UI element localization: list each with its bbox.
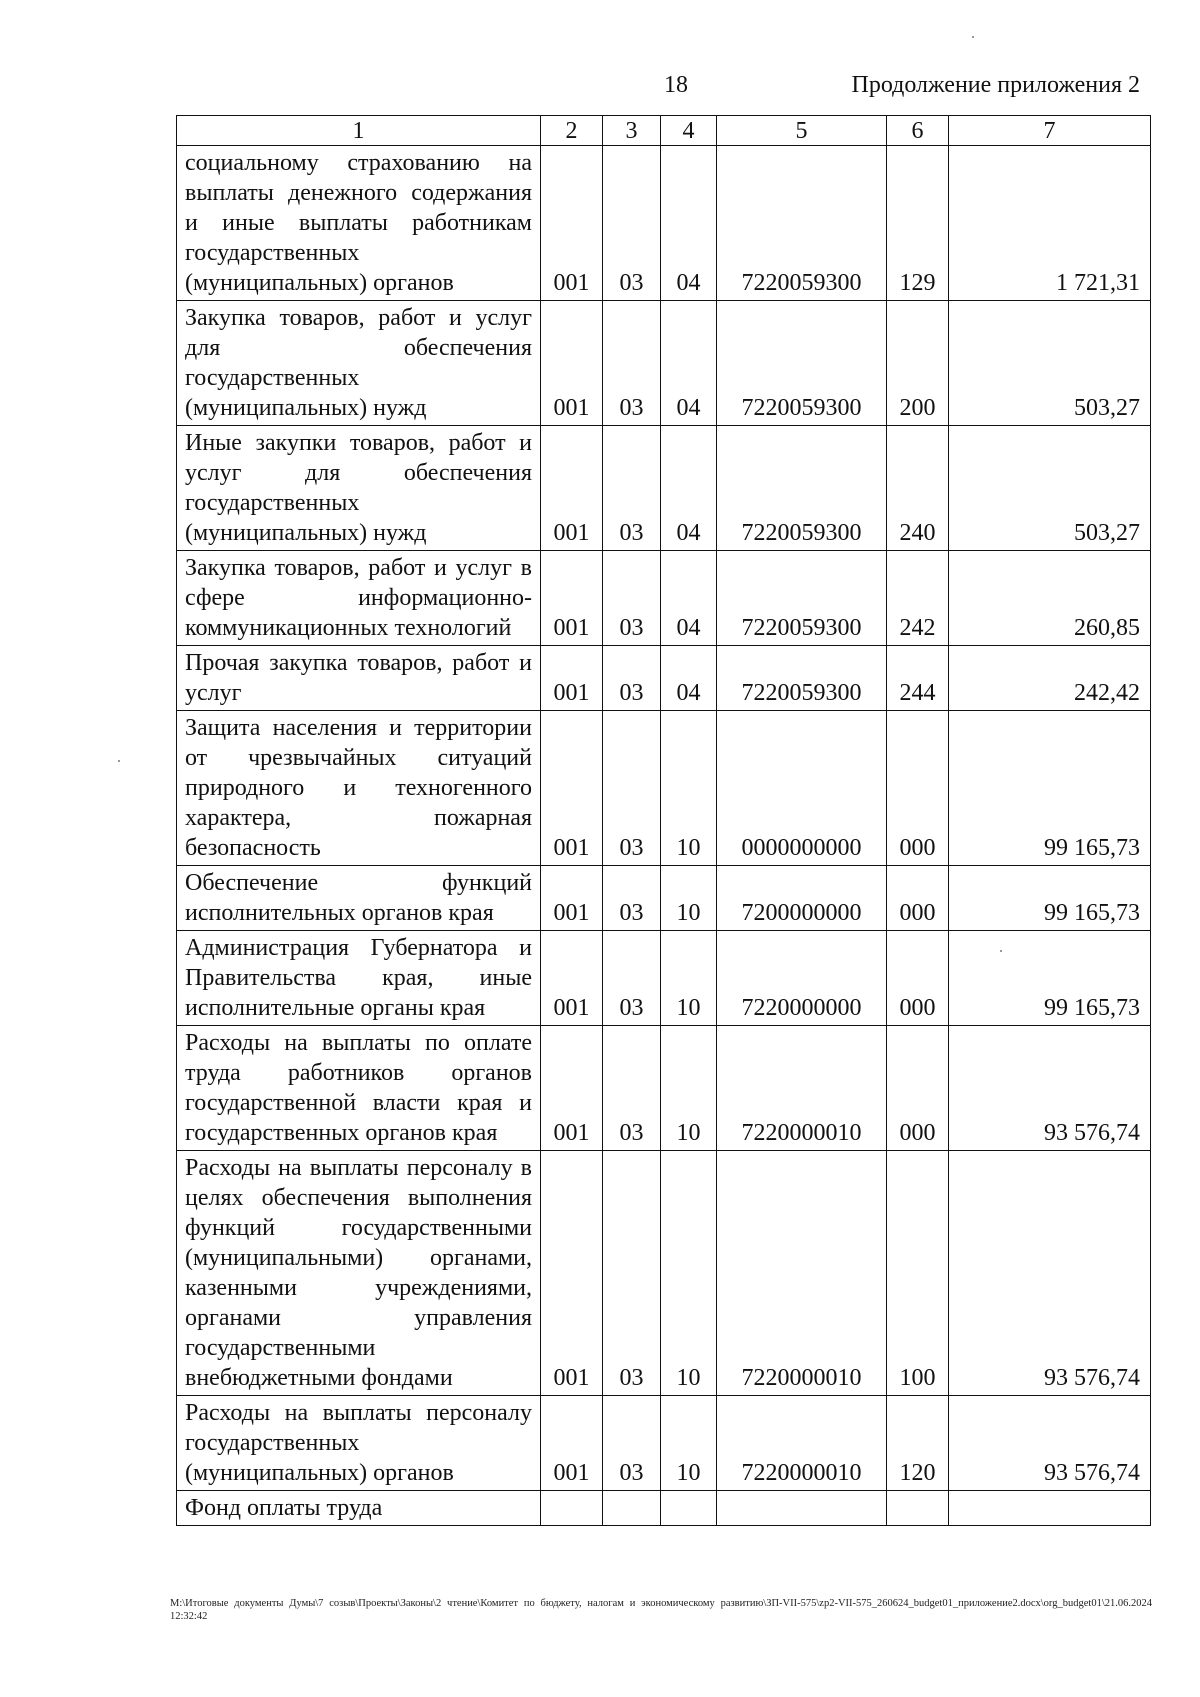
cell-amount: 503,27 xyxy=(949,426,1151,551)
row-name: Расходы на выплаты персоналу государственных (муниципальных) органов xyxy=(177,1396,541,1491)
cell-expense-type: 000 xyxy=(887,1026,949,1151)
table-row xyxy=(177,146,1151,301)
row-name: Закупка товаров, работ и услуг для обеспечения государственных (муниципальных) нужд xyxy=(177,301,541,426)
cell-subsection: 10 xyxy=(661,866,717,931)
cell-subsection: 10 xyxy=(661,1151,717,1396)
cell-target: 7200000000 xyxy=(717,866,887,931)
cell-amount: 1 721,31 xyxy=(949,146,1151,301)
cell-expense-type: 000 xyxy=(887,711,949,866)
table-row xyxy=(177,1151,1151,1396)
cell-amount: 99 165,73 xyxy=(949,866,1151,931)
cell-expense-type: 129 xyxy=(887,146,949,301)
cell-code: 001 xyxy=(541,1396,603,1491)
cell-section xyxy=(603,1491,661,1526)
cell-section: 03 xyxy=(603,301,661,426)
row-name: Администрация Губернатора и Правительства края, иные исполнительные органы края xyxy=(177,931,541,1026)
cell-amount xyxy=(949,1491,1151,1526)
page-number: 18 xyxy=(664,72,688,98)
cell-subsection: 04 xyxy=(661,146,717,301)
cell-target: 0000000000 xyxy=(717,711,887,866)
cell-target: 7220059300 xyxy=(717,301,887,426)
cell-code: 001 xyxy=(541,301,603,426)
table-row xyxy=(177,1026,1151,1151)
table-row xyxy=(177,931,1151,1026)
cell-section: 03 xyxy=(603,1396,661,1491)
column-header: 6 xyxy=(887,116,949,146)
row-name: Прочая закупка товаров, работ и услуг xyxy=(177,646,541,711)
cell-target: 7220059300 xyxy=(717,146,887,301)
row-name: Расходы на выплаты по оплате труда работников органов государственной власти края и государственных органов края xyxy=(177,1026,541,1151)
cell-subsection: 10 xyxy=(661,1026,717,1151)
cell-target: 7220000000 xyxy=(717,931,887,1026)
cell-target: 7220059300 xyxy=(717,426,887,551)
cell-target: 7220000010 xyxy=(717,1026,887,1151)
cell-code: 001 xyxy=(541,551,603,646)
cell-subsection: 04 xyxy=(661,551,717,646)
table-header-row xyxy=(177,116,1151,146)
cell-code xyxy=(541,1491,603,1526)
cell-subsection: 10 xyxy=(661,1396,717,1491)
table-row xyxy=(177,551,1151,646)
cell-code: 001 xyxy=(541,866,603,931)
table-row xyxy=(177,301,1151,426)
cell-amount: 99 165,73 xyxy=(949,711,1151,866)
row-name: Расходы на выплаты персоналу в целях обеспечения выполнения функций государственными (муниципальными) органами, казенными учреждениями, органами управления государственными внебюджетными фондами xyxy=(177,1151,541,1396)
cell-subsection: 10 xyxy=(661,711,717,866)
cell-code: 001 xyxy=(541,146,603,301)
cell-subsection: 04 xyxy=(661,301,717,426)
cell-subsection: 04 xyxy=(661,426,717,551)
column-header: 3 xyxy=(603,116,661,146)
table-row xyxy=(177,1491,1151,1526)
row-name: Фонд оплаты труда xyxy=(177,1491,541,1526)
cell-section: 03 xyxy=(603,931,661,1026)
row-name: Закупка товаров, работ и услуг в сфере информационно-коммуникационных технологий xyxy=(177,551,541,646)
cell-amount: 93 576,74 xyxy=(949,1026,1151,1151)
table-row xyxy=(177,646,1151,711)
cell-amount: 242,42 xyxy=(949,646,1151,711)
cell-target: 7220059300 xyxy=(717,646,887,711)
cell-expense-type: 200 xyxy=(887,301,949,426)
cell-section: 03 xyxy=(603,146,661,301)
row-name: социальному страхованию на выплаты денежного содержания и иные выплаты работникам государственных (муниципальных) органов xyxy=(177,146,541,301)
cell-target: 7220059300 xyxy=(717,551,887,646)
cell-expense-type: 000 xyxy=(887,866,949,931)
cell-expense-type: 120 xyxy=(887,1396,949,1491)
table-row xyxy=(177,426,1151,551)
table-row xyxy=(177,711,1151,866)
cell-code: 001 xyxy=(541,931,603,1026)
cell-target: 7220000010 xyxy=(717,1396,887,1491)
cell-expense-type: 100 xyxy=(887,1151,949,1396)
column-header: 5 xyxy=(717,116,887,146)
column-header: 2 xyxy=(541,116,603,146)
cell-amount: 93 576,74 xyxy=(949,1151,1151,1396)
cell-code: 001 xyxy=(541,426,603,551)
column-header: 7 xyxy=(949,116,1151,146)
cell-expense-type: 242 xyxy=(887,551,949,646)
cell-section: 03 xyxy=(603,866,661,931)
scan-speck xyxy=(1000,950,1002,952)
cell-target xyxy=(717,1491,887,1526)
cell-section: 03 xyxy=(603,551,661,646)
cell-amount: 99 165,73 xyxy=(949,931,1151,1026)
cell-section: 03 xyxy=(603,1151,661,1396)
cell-section: 03 xyxy=(603,646,661,711)
table-row xyxy=(177,1396,1151,1491)
cell-code: 001 xyxy=(541,711,603,866)
cell-amount: 260,85 xyxy=(949,551,1151,646)
document-path-footer: M:\Итоговые документы Думы\7 созыв\Проекты\Законы\2 чтение\Комитет по бюджету, налогам и экономическому развитию\ЗП-VII-575\zp2-VII-575_260624_budget01_приложение2.docx\org_budget01\21.06.2024 12:32:42 xyxy=(170,1598,1152,1622)
cell-subsection: 04 xyxy=(661,646,717,711)
cell-amount: 93 576,74 xyxy=(949,1396,1151,1491)
scan-speck xyxy=(118,760,120,762)
cell-expense-type xyxy=(887,1491,949,1526)
budget-table xyxy=(176,115,1151,1526)
cell-subsection xyxy=(661,1491,717,1526)
column-header: 1 xyxy=(177,116,541,146)
cell-code: 001 xyxy=(541,1151,603,1396)
cell-expense-type: 244 xyxy=(887,646,949,711)
row-name: Защита населения и территории от чрезвычайных ситуаций природного и техногенного характера, пожарная безопасность xyxy=(177,711,541,866)
cell-code: 001 xyxy=(541,646,603,711)
table-row xyxy=(177,866,1151,931)
cell-section: 03 xyxy=(603,426,661,551)
cell-section: 03 xyxy=(603,711,661,866)
column-header: 4 xyxy=(661,116,717,146)
cell-subsection: 10 xyxy=(661,931,717,1026)
continuation-label: Продолжение приложения 2 xyxy=(851,72,1140,98)
cell-amount: 503,27 xyxy=(949,301,1151,426)
cell-code: 001 xyxy=(541,1026,603,1151)
scan-speck xyxy=(972,36,974,38)
cell-target: 7220000010 xyxy=(717,1151,887,1396)
cell-section: 03 xyxy=(603,1026,661,1151)
row-name: Иные закупки товаров, работ и услуг для обеспечения государственных (муниципальных) нужд xyxy=(177,426,541,551)
cell-expense-type: 000 xyxy=(887,931,949,1026)
row-name: Обеспечение функций исполнительных органов края xyxy=(177,866,541,931)
cell-expense-type: 240 xyxy=(887,426,949,551)
